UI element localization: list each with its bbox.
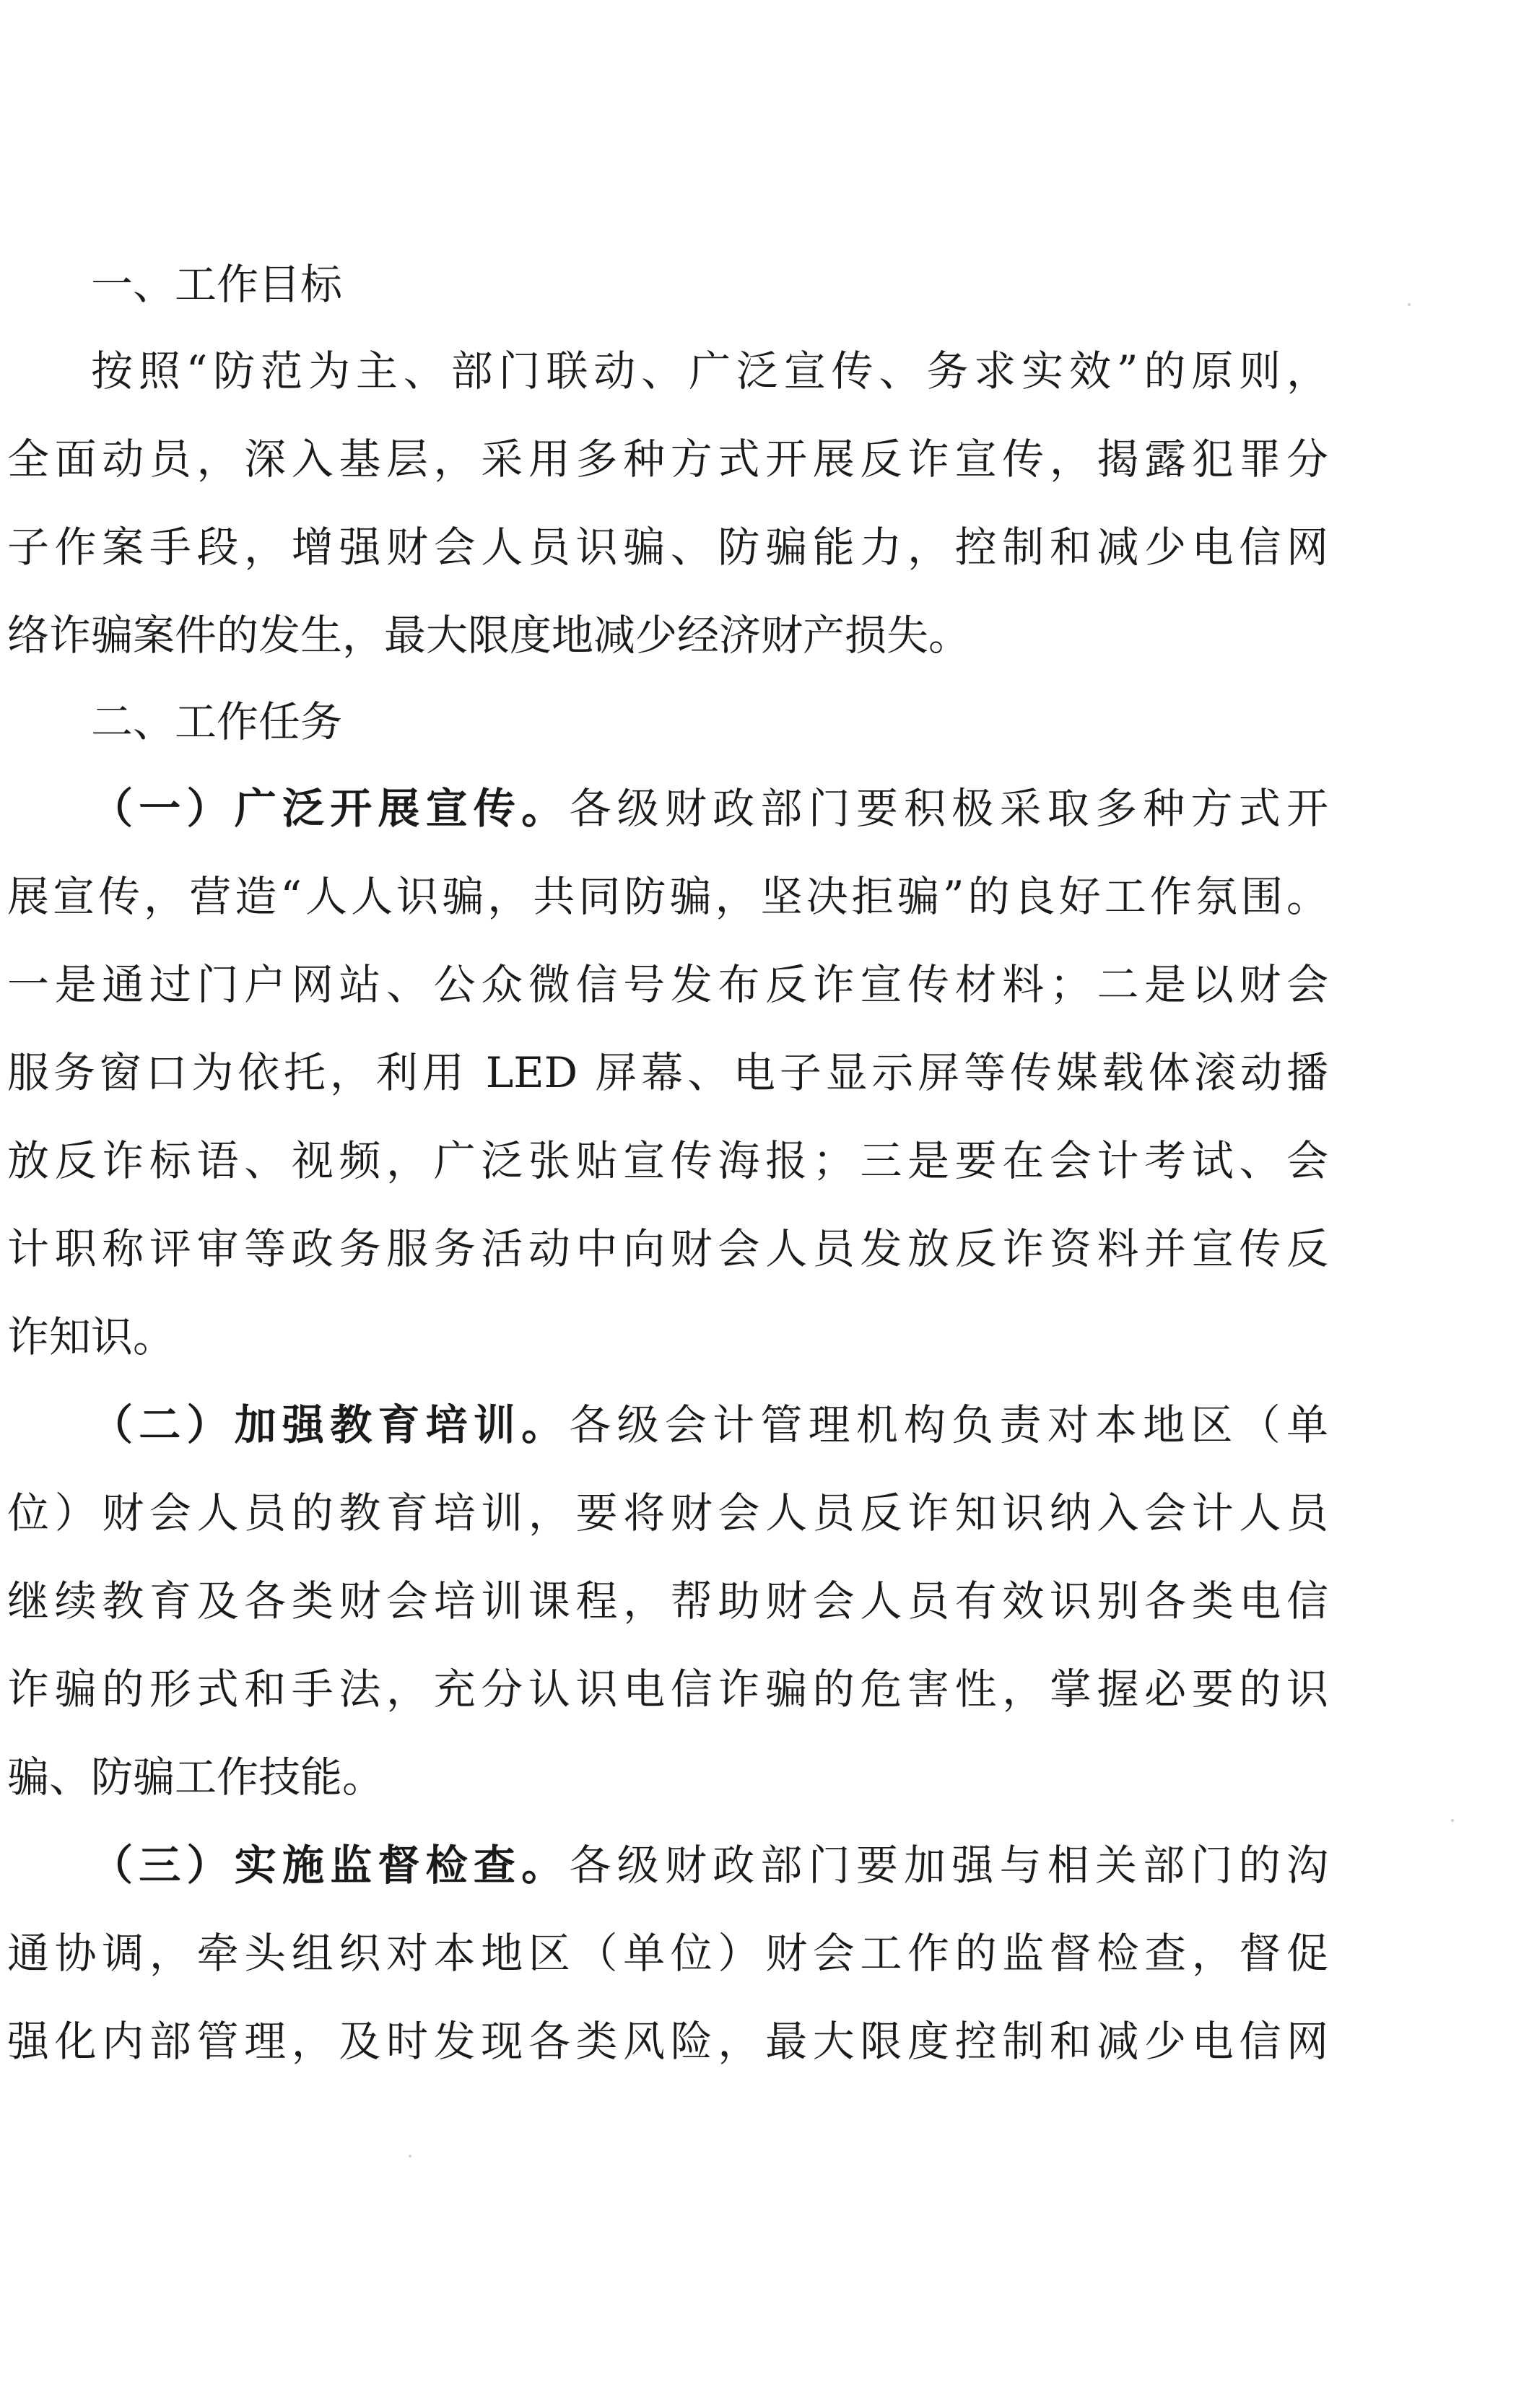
scan-speck: [1451, 1819, 1454, 1822]
item-first-line: [91, 1839, 1328, 1891]
item-title-training: （二）加强教育培训。: [91, 1400, 570, 1449]
paragraph-line: 络诈骗案件的发生，最大限度地减少经济财产损失。: [7, 611, 971, 660]
paragraph-line: 按照“防范为主、部门联动、广泛宣传、务求实效”的原则，: [91, 346, 1328, 396]
item-text: 各级会计管理机构负责对本地区（单: [569, 1400, 1328, 1449]
paragraph-line: 全面动员，深入基层，采用多种方式开展反诈宣传，揭露犯罪分: [7, 435, 1328, 484]
item-text: 各级财政部门要积极采取多种方式开: [569, 784, 1328, 833]
paragraph-line: 位）财会人员的教育培训，要将财会人员反诈知识纳入会计人员: [7, 1488, 1328, 1537]
item-first-line: [91, 1399, 1328, 1451]
item-title-publicity: （一）广泛开展宣传。: [91, 784, 570, 833]
item-first-line: [91, 782, 1328, 834]
section-heading-tasks: 二、工作任务: [91, 697, 343, 746]
paragraph-line: 一是通过门户网站、公众微信号发布反诈宣传材料；二是以财会: [7, 960, 1328, 1009]
scan-speck: [409, 2155, 411, 2158]
paragraph-line: 继续教育及各类财会培训课程，帮助财会人员有效识别各类电信: [7, 1576, 1328, 1626]
paragraph-line: 展宣传，营造“人人识骗，共同防骗，坚决拒骗”的良好工作氛围。: [7, 872, 1328, 921]
section-heading-goals: 一、工作目标: [91, 260, 343, 309]
paragraph-line: 骗、防骗工作技能。: [7, 1753, 385, 1802]
paragraph-line: 诈知识。: [7, 1312, 175, 1361]
item-text: 各级财政部门要加强与相关部门的沟: [569, 1841, 1328, 1890]
paragraph-line: 子作案手段，增强财会人员识骗、防骗能力，控制和减少电信网: [7, 523, 1328, 572]
paragraph-line: 服务窗口为依托，利用 LED 屏幕、电子显示屏等传媒载体滚动播: [7, 1048, 1328, 1097]
paragraph-line: 放反诈标语、视频，广泛张贴宣传海报；三是要在会计考试、会: [7, 1136, 1328, 1185]
paragraph-line: 通协调，牵头组织对本地区（单位）财会工作的监督检查，督促: [7, 1929, 1328, 1978]
paragraph-line: 强化内部管理，及时发现各类风险，最大限度控制和减少电信网: [7, 2017, 1328, 2066]
scan-speck: [1408, 303, 1411, 306]
paragraph-line: 诈骗的形式和手法，充分认识电信诈骗的危害性，掌握必要的识: [7, 1665, 1328, 1714]
item-title-supervision: （三）实施监督检查。: [91, 1841, 570, 1890]
paragraph-line: 计职称评审等政务服务活动中向财会人员发放反诈资料并宣传反: [7, 1224, 1328, 1273]
